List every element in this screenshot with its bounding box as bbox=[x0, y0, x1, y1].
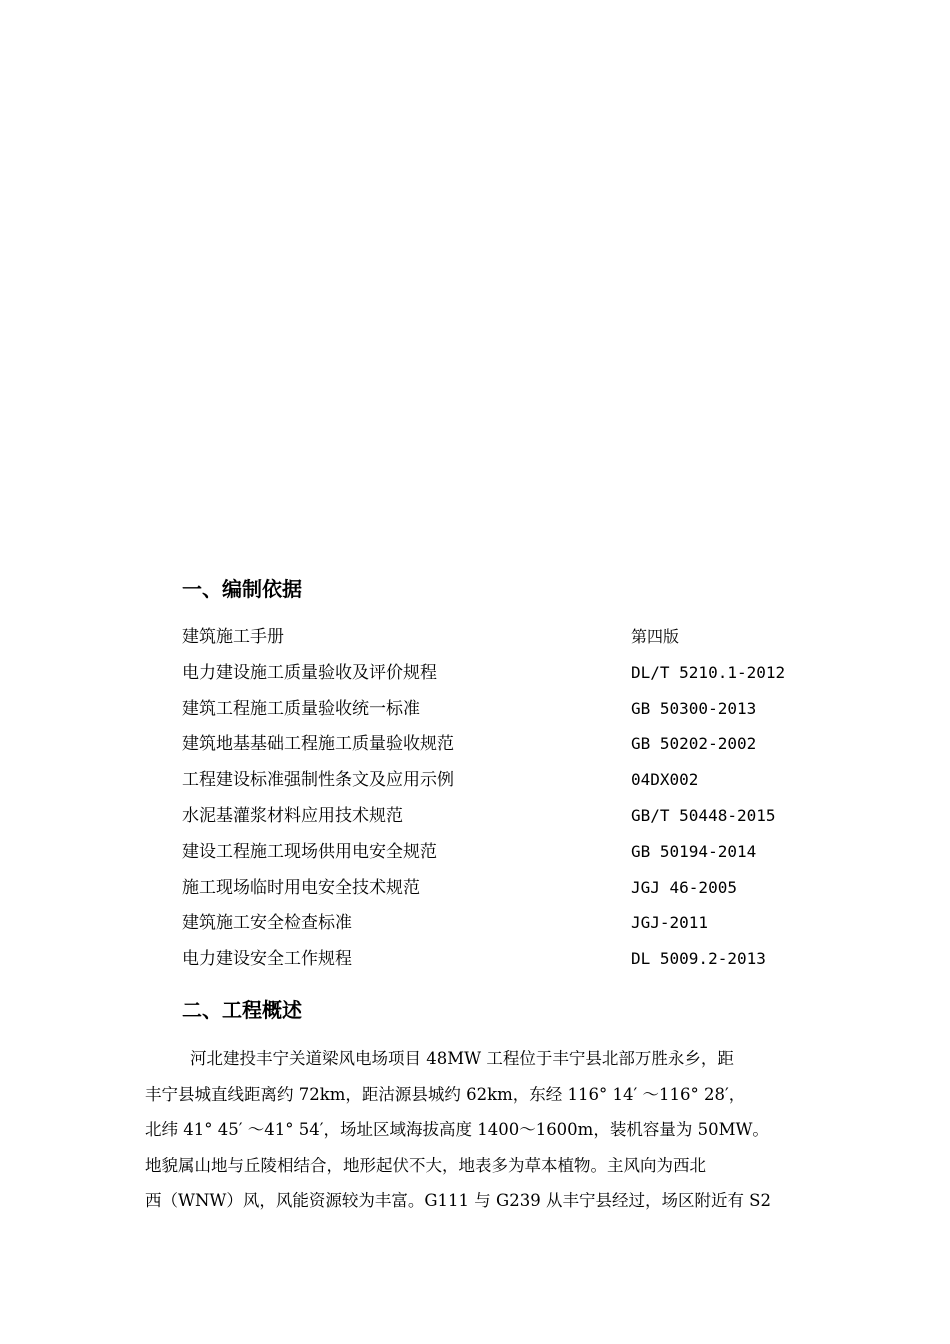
overview-paragraph bbox=[145, 1041, 835, 1219]
reference-row bbox=[182, 765, 832, 801]
reference-row bbox=[182, 729, 832, 765]
reference-code: GB 50300-2013 bbox=[631, 698, 757, 718]
section-heading-overview: 二、工程概述 bbox=[182, 998, 302, 1022]
reference-code: JGJ-2011 bbox=[631, 913, 709, 933]
reference-code: GB 50202-2002 bbox=[631, 734, 757, 754]
reference-code: GB 50194-2014 bbox=[631, 841, 757, 861]
reference-row bbox=[182, 622, 832, 658]
paragraph-line: 地貌属山地与丘陵相结合，地形起伏不大，地表多为草本植物。主风向为西北 bbox=[145, 1155, 706, 1175]
reference-title: 建筑工程施工质量验收统一标准 bbox=[182, 698, 420, 719]
section-heading-basis: 一、编制依据 bbox=[182, 577, 302, 601]
paragraph-line: 河北建投丰宁关道梁风电场项目 48MW 工程位于丰宁县北部万胜永乡，距 bbox=[190, 1049, 734, 1068]
reference-row bbox=[182, 694, 832, 730]
reference-title: 电力建设施工质量验收及评价规程 bbox=[182, 662, 437, 683]
reference-title: 建设工程施工现场供用电安全规范 bbox=[182, 841, 437, 862]
reference-code: DL/T 5210.1-2012 bbox=[631, 662, 786, 682]
reference-row bbox=[182, 873, 832, 909]
reference-title: 工程建设标准强制性条文及应用示例 bbox=[182, 770, 454, 791]
reference-title: 建筑施工手册 bbox=[182, 627, 284, 647]
reference-title: 施工现场临时用电安全技术规范 bbox=[182, 877, 420, 898]
reference-row bbox=[182, 908, 832, 944]
reference-row bbox=[182, 837, 832, 873]
paragraph-line: 丰宁县城直线距离约 72km，距沽源县城约 62km，东经 116° 14′ ～116° 28′， bbox=[145, 1084, 746, 1104]
reference-code: JGJ 46-2005 bbox=[631, 877, 737, 897]
reference-title: 水泥基灌浆材料应用技术规范 bbox=[182, 805, 403, 826]
reference-list bbox=[182, 622, 832, 980]
reference-row bbox=[182, 801, 832, 837]
reference-row bbox=[182, 944, 832, 980]
reference-code: DL 5009.2-2013 bbox=[631, 949, 766, 969]
reference-code: 第四版 bbox=[631, 627, 680, 646]
paragraph-line: 西（WNW）风，风能资源较为丰富。G111 与 G239 从丰宁县经过，场区附近有 S2 bbox=[145, 1191, 771, 1211]
reference-title: 建筑施工安全检查标准 bbox=[182, 913, 352, 934]
reference-row bbox=[182, 658, 832, 694]
reference-title: 电力建设安全工作规程 bbox=[182, 949, 352, 970]
reference-code: GB/T 50448-2015 bbox=[631, 805, 776, 825]
paragraph-line: 北纬 41° 45′ ～41° 54′，场址区域海拔高度 1400～1600m，装机容量为 50MW。 bbox=[145, 1120, 769, 1140]
reference-title: 建筑地基基础工程施工质量验收规范 bbox=[182, 734, 454, 755]
reference-code: 04DX002 bbox=[631, 770, 699, 790]
